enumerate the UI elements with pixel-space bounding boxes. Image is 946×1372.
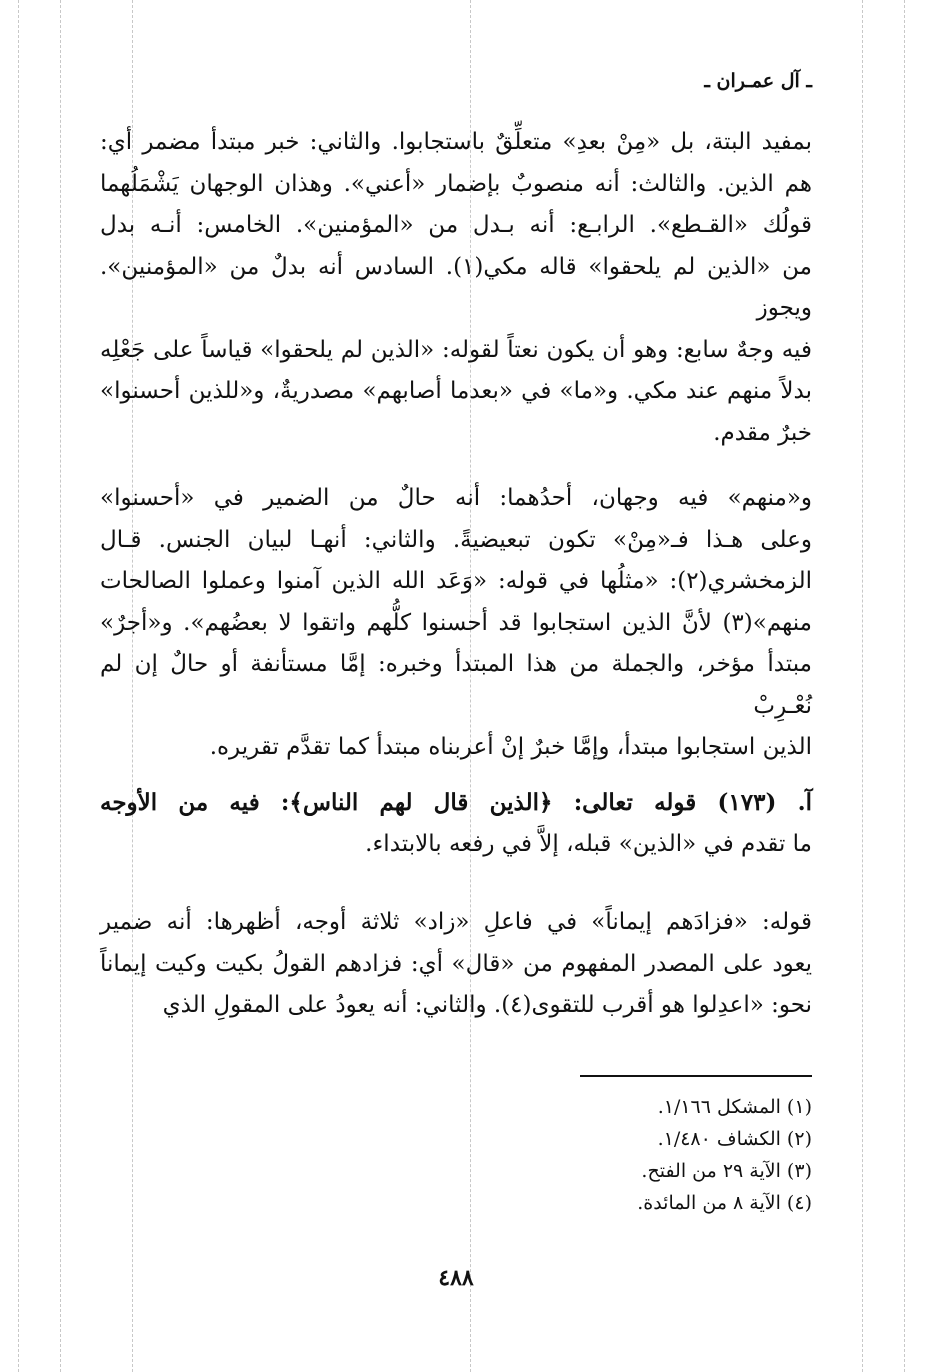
- text-line: قوله: «فزادَهم إيماناً» في فاعلِ «زاد» ثلاثة أوجه، أظهرها: أنه ضمير: [100, 909, 812, 935]
- footnote: (٣) الآية ٢٩ من الفتح.: [641, 1160, 812, 1182]
- verse-paragraph: [100, 782, 812, 865]
- grid-line: [60, 0, 61, 1372]
- text-line: خبرٌ مقدم.: [713, 419, 812, 446]
- text-line: يعود على المصدر المفهوم من «قال» أي: فزادهم القولُ بكيت وكيت إيماناً: [100, 950, 812, 977]
- grid-line: [904, 0, 905, 1372]
- paragraph: [100, 122, 812, 454]
- footnote-separator: [580, 1075, 812, 1077]
- text-line: هم الذين. والثالث: أنه منصوبٌ بإضمار «أعني». وهذان الوجهان يَشْمَلُهما: [100, 170, 812, 197]
- text-line: الزمخشري(٢): «مثلُها في قوله: «وَعَد الله الذين آمنوا وعملوا الصالحات: [100, 568, 812, 594]
- paragraph: [100, 902, 812, 1027]
- text-line: بمفيد البتة، بل «مِنْ بعدِ» متعلِّقٌ باستجابوا. والثاني: خبر مبتدأ مضمر أي:: [100, 129, 812, 155]
- text-line: منهم»(٣) لأنَّ الذين استجابوا قد أحسنوا كلُّهم واتقوا لا بعضُهم». و«أجرٌ»: [100, 609, 812, 636]
- page-number: ٤٨٨: [438, 1265, 474, 1291]
- paragraph: [100, 478, 812, 769]
- verse-line: آ. (١٧٣) قوله تعالى: ﴿الذين قال لهم الناس﴾: فيه من الأوجه: [100, 789, 812, 816]
- running-head: ـ آل عمـران ـ: [704, 70, 812, 92]
- text-line: ما تقدم في «الذين» قبله، إلاَّ في رفعه بالابتداء.: [365, 830, 812, 857]
- text-line: من «الذين لم يلحقوا» قاله مكي(١). السادس أنه بدلٌ من «المؤمنين». ويجوز: [100, 253, 812, 321]
- text-line: بدلاً منهم عند مكي. و«ما» في «بعدما أصابهم» مصدريةٌ، و«للذين أحسنوا»: [100, 378, 812, 404]
- text-line: نحو: «اعدِلوا هو أقرب للتقوى(٤). والثاني: أنه يعودُ على المقولِ الذي: [162, 992, 812, 1018]
- text-line: و«منهم» فيه وجهان، أحدُهما: أنه حالٌ من الضمير في «أحسنوا»: [100, 485, 812, 511]
- text-line: وعلى هـذا فـ«مِنْ» تكون تبعيضيةً. والثاني: أنهـا لبيان الجنس. قـال: [100, 526, 812, 553]
- grid-line: [862, 0, 863, 1372]
- document-page: [100, 60, 812, 1360]
- grid-line: [18, 0, 19, 1372]
- footnote: (٤) الآية ٨ من المائدة.: [637, 1192, 812, 1214]
- text-line: مبتدأ مؤخر، والجملة من هذا المبتدأ وخبره: إمَّا مستأنفة أو حالٌ إن لم نُعْـرِبْ: [100, 651, 812, 719]
- text-line: قولُك «القـطع». الرابـع: أنه بـدل من «المؤمنين». الخامس: أنـه بدل: [100, 212, 812, 238]
- footnote: (٢) الكشاف ١/٤٨٠.: [657, 1128, 812, 1150]
- footnote: (١) المشكل ١/١٦٦.: [657, 1096, 812, 1118]
- text-line: الذين استجابوا مبتدأ، وإمَّا خبرٌ إنْ أعربناه مبتدأ كما تقدَّم تقريره.: [209, 734, 812, 760]
- text-line: فيه وجهٌ سابع: وهو أن يكون نعتاً لقوله: «الذين لم يلحقوا» قياساً على جَعْلِه: [100, 336, 812, 363]
